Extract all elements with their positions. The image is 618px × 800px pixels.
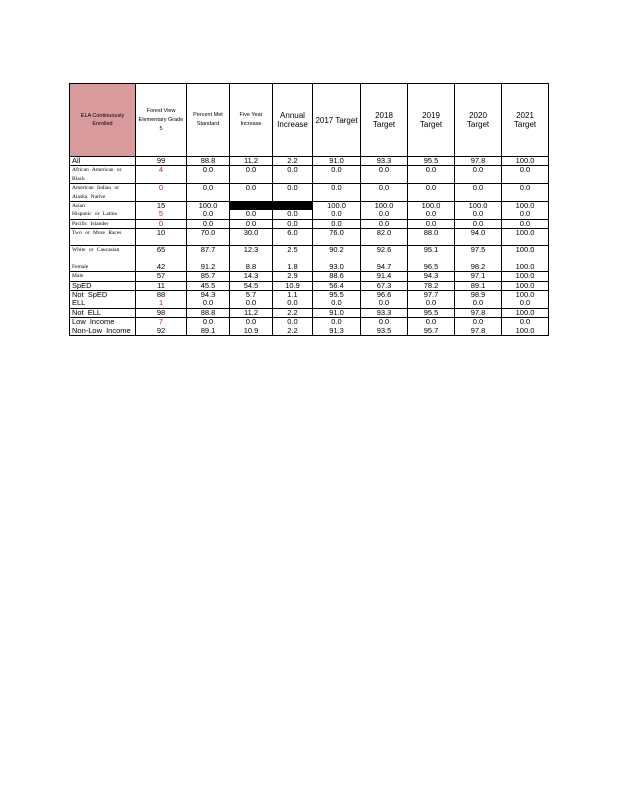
- table-row: [70, 219, 549, 228]
- annual-increase: 0.0: [273, 166, 313, 184]
- student-count: 88: [136, 290, 187, 299]
- target-2018: 93.3: [361, 308, 408, 317]
- target-2021: 100.0: [502, 263, 549, 272]
- student-count: 98: [136, 308, 187, 317]
- target-2018: 0.0: [361, 184, 408, 202]
- student-count: 15: [136, 202, 187, 211]
- table-row: [70, 246, 549, 263]
- target-2019: 96.5: [408, 263, 455, 272]
- target-2017: 91.0: [313, 157, 361, 166]
- target-2018: 0.0: [361, 166, 408, 184]
- percent-met: 45.5: [187, 281, 230, 290]
- row-label: Two or More Races: [70, 229, 136, 246]
- annual-increase: 2.9: [273, 272, 313, 281]
- target-2021: 0.0: [502, 219, 549, 228]
- row-label: Pacific Islander: [70, 219, 136, 228]
- target-2021: 100.0: [502, 202, 549, 211]
- table-row: [70, 299, 549, 308]
- row-label: American Indian or Alaska Native: [70, 184, 136, 202]
- row-label: Hispanic or Latino: [70, 210, 136, 219]
- five-year-increase: 0.0: [230, 299, 273, 308]
- student-count: 57: [136, 272, 187, 281]
- target-2020: 0.0: [455, 184, 502, 202]
- student-count: 7: [136, 318, 187, 327]
- target-2019: 0.0: [408, 166, 455, 184]
- table-row: [70, 184, 549, 202]
- annual-increase: 0.0: [273, 318, 313, 327]
- target-2019: 0.0: [408, 210, 455, 219]
- target-2020: 0.0: [455, 299, 502, 308]
- annual-increase: 0.0: [273, 299, 313, 308]
- row-label: Female: [70, 263, 136, 272]
- target-2021: 100.0: [502, 290, 549, 299]
- target-2020: 89.1: [455, 281, 502, 290]
- target-2021: 100.0: [502, 327, 549, 336]
- percent-met: 0.0: [187, 184, 230, 202]
- table-row: [70, 318, 549, 327]
- table-row: [70, 290, 549, 299]
- target-2020: 94.0: [455, 229, 502, 246]
- row-label: All: [70, 157, 136, 166]
- five-year-increase: 54.5: [230, 281, 273, 290]
- five-year-increase: 8.8: [230, 263, 273, 272]
- five-year-increase: 0.0: [230, 184, 273, 202]
- target-2021: 100.0: [502, 157, 549, 166]
- percent-met: 89.1: [187, 327, 230, 336]
- target-2017: 93.0: [313, 263, 361, 272]
- percent-met: 0.0: [187, 166, 230, 184]
- target-2019: 97.7: [408, 290, 455, 299]
- target-2017: 0.0: [313, 299, 361, 308]
- annual-increase: 2.2: [273, 308, 313, 317]
- target-2021: 0.0: [502, 299, 549, 308]
- annual-increase: 0.0: [273, 219, 313, 228]
- header-school-grade: Forest View Elementary Grade 5: [136, 84, 187, 157]
- table-row: [70, 272, 549, 281]
- header-2017-target: 2017 Target: [313, 84, 361, 157]
- student-count: 92: [136, 327, 187, 336]
- percent-met: 100.0: [187, 202, 230, 211]
- table-row: [70, 166, 549, 184]
- annual-increase: 0.0: [273, 210, 313, 219]
- table-body: [70, 157, 549, 336]
- target-2020: 0.0: [455, 210, 502, 219]
- table-row: [70, 327, 549, 336]
- percent-met: 70.0: [187, 229, 230, 246]
- percent-met: 87.7: [187, 246, 230, 263]
- target-2021: 100.0: [502, 229, 549, 246]
- target-2018: 0.0: [361, 318, 408, 327]
- target-2017: 91.3: [313, 327, 361, 336]
- target-2017: 0.0: [313, 184, 361, 202]
- target-2020: 98.9: [455, 290, 502, 299]
- target-2019: 88.0: [408, 229, 455, 246]
- header-row: [70, 84, 549, 157]
- target-2019: 78.2: [408, 281, 455, 290]
- annual-increase: 2.2: [273, 327, 313, 336]
- target-2021: 100.0: [502, 272, 549, 281]
- annual-increase: 2.2: [273, 157, 313, 166]
- header-2021-target: 2021 Target: [502, 84, 549, 157]
- target-2020: 97.8: [455, 327, 502, 336]
- target-2017: 76.0: [313, 229, 361, 246]
- target-2018: 93.3: [361, 157, 408, 166]
- target-2018: 91.4: [361, 272, 408, 281]
- target-2018: 93.5: [361, 327, 408, 336]
- header-five-year-increase: Five Year Increase: [230, 84, 273, 157]
- target-2020: 100.0: [455, 202, 502, 211]
- target-2021: 0.0: [502, 166, 549, 184]
- target-2019: 0.0: [408, 318, 455, 327]
- row-label: Non-Low Income: [70, 327, 136, 336]
- row-label: Not ELL: [70, 308, 136, 317]
- table-row: [70, 281, 549, 290]
- annual-increase: 10.9: [273, 281, 313, 290]
- row-label: Male: [70, 272, 136, 281]
- target-2018: 92.6: [361, 246, 408, 263]
- target-2019: 95.5: [408, 157, 455, 166]
- target-2020: 97.8: [455, 308, 502, 317]
- target-2020: 0.0: [455, 219, 502, 228]
- target-2019: 0.0: [408, 184, 455, 202]
- annual-increase: 1.8: [273, 263, 313, 272]
- target-2018: 82.0: [361, 229, 408, 246]
- row-label: Asian: [70, 202, 136, 211]
- target-2019: 95.1: [408, 246, 455, 263]
- target-2019: 95.5: [408, 308, 455, 317]
- percent-met: 85.7: [187, 272, 230, 281]
- percent-met: 88.8: [187, 308, 230, 317]
- target-2021: 0.0: [502, 318, 549, 327]
- five-year-increase: 12.3: [230, 246, 273, 263]
- target-2017: 90.2: [313, 246, 361, 263]
- student-count: 10: [136, 229, 187, 246]
- row-label: White or Caucasian: [70, 246, 136, 263]
- target-2017: 0.0: [313, 318, 361, 327]
- target-2020: 97.5: [455, 246, 502, 263]
- target-2020: 0.0: [455, 318, 502, 327]
- student-count: 65: [136, 246, 187, 263]
- five-year-increase: 11.2: [230, 308, 273, 317]
- header-2020-target: 2020 Target: [455, 84, 502, 157]
- five-year-increase: 0.0: [230, 210, 273, 219]
- annual-increase: 6.0: [273, 229, 313, 246]
- student-count: 99: [136, 157, 187, 166]
- student-count: 5: [136, 210, 187, 219]
- row-label: African American or Black: [70, 166, 136, 184]
- target-2018: 96.6: [361, 290, 408, 299]
- target-2019: 0.0: [408, 299, 455, 308]
- target-2020: 98.2: [455, 263, 502, 272]
- target-2019: 95.7: [408, 327, 455, 336]
- annual-increase: 2.5: [273, 246, 313, 263]
- percent-met: 0.0: [187, 299, 230, 308]
- five-year-increase: 30.0: [230, 229, 273, 246]
- percent-met: 88.8: [187, 157, 230, 166]
- row-label: Low Income: [70, 318, 136, 327]
- student-count: 11: [136, 281, 187, 290]
- table-row: [70, 308, 549, 317]
- target-2021: 100.0: [502, 246, 549, 263]
- target-2017: 100.0: [313, 202, 361, 211]
- student-count: 0: [136, 219, 187, 228]
- table-row: [70, 210, 549, 219]
- redaction-bar: [230, 202, 313, 211]
- target-2017: 95.5: [313, 290, 361, 299]
- row-label: Not SpED: [70, 290, 136, 299]
- five-year-increase: 5.7: [230, 290, 273, 299]
- target-2019: 0.0: [408, 219, 455, 228]
- target-2019: 100.0: [408, 202, 455, 211]
- student-count: 1: [136, 299, 187, 308]
- target-2018: 100.0: [361, 202, 408, 211]
- annual-increase: 1.1: [273, 290, 313, 299]
- target-2018: 0.0: [361, 219, 408, 228]
- five-year-increase: 10.9: [230, 327, 273, 336]
- target-2020: 97.8: [455, 157, 502, 166]
- percent-met: 0.0: [187, 219, 230, 228]
- five-year-increase: 0.0: [230, 166, 273, 184]
- target-2017: 0.0: [313, 166, 361, 184]
- target-2018: 94.7: [361, 263, 408, 272]
- student-count: 4: [136, 166, 187, 184]
- target-2020: 97.1: [455, 272, 502, 281]
- table-row: [70, 202, 549, 211]
- row-label: SpED: [70, 281, 136, 290]
- target-2018: 67.3: [361, 281, 408, 290]
- student-count: 0: [136, 184, 187, 202]
- row-label: ELL: [70, 299, 136, 308]
- percent-met: 0.0: [187, 210, 230, 219]
- table-row: [70, 229, 549, 246]
- target-2017: 0.0: [313, 219, 361, 228]
- header-annual-increase: Annual Increase: [273, 84, 313, 157]
- target-2018: 0.0: [361, 210, 408, 219]
- percent-met: 94.3: [187, 290, 230, 299]
- target-2017: 0.0: [313, 210, 361, 219]
- target-2021: 0.0: [502, 184, 549, 202]
- student-count: 42: [136, 263, 187, 272]
- header-2019-target: 2019 Target: [408, 84, 455, 157]
- annual-increase: 0.0: [273, 184, 313, 202]
- five-year-increase: 0.0: [230, 318, 273, 327]
- target-2017: 91.0: [313, 308, 361, 317]
- target-2019: 94.3: [408, 272, 455, 281]
- header-percent-met: Percent Met Standard: [187, 84, 230, 157]
- five-year-increase: 0.0: [230, 219, 273, 228]
- percent-met: 0.0: [187, 318, 230, 327]
- header-2018-target: 2018 Target: [361, 84, 408, 157]
- target-2017: 56.4: [313, 281, 361, 290]
- five-year-increase: 11.2: [230, 157, 273, 166]
- target-2021: 0.0: [502, 210, 549, 219]
- table-row: [70, 157, 549, 166]
- target-2020: 0.0: [455, 166, 502, 184]
- five-year-increase: 14.3: [230, 272, 273, 281]
- ela-report-table: [69, 83, 549, 336]
- target-2018: 0.0: [361, 299, 408, 308]
- percent-met: 91.2: [187, 263, 230, 272]
- header-ela-continuously-enrolled: ELA Continuously Enrolled: [70, 84, 136, 157]
- target-2021: 100.0: [502, 308, 549, 317]
- target-2017: 88.6: [313, 272, 361, 281]
- table-row: [70, 263, 549, 272]
- target-2021: 100.0: [502, 281, 549, 290]
